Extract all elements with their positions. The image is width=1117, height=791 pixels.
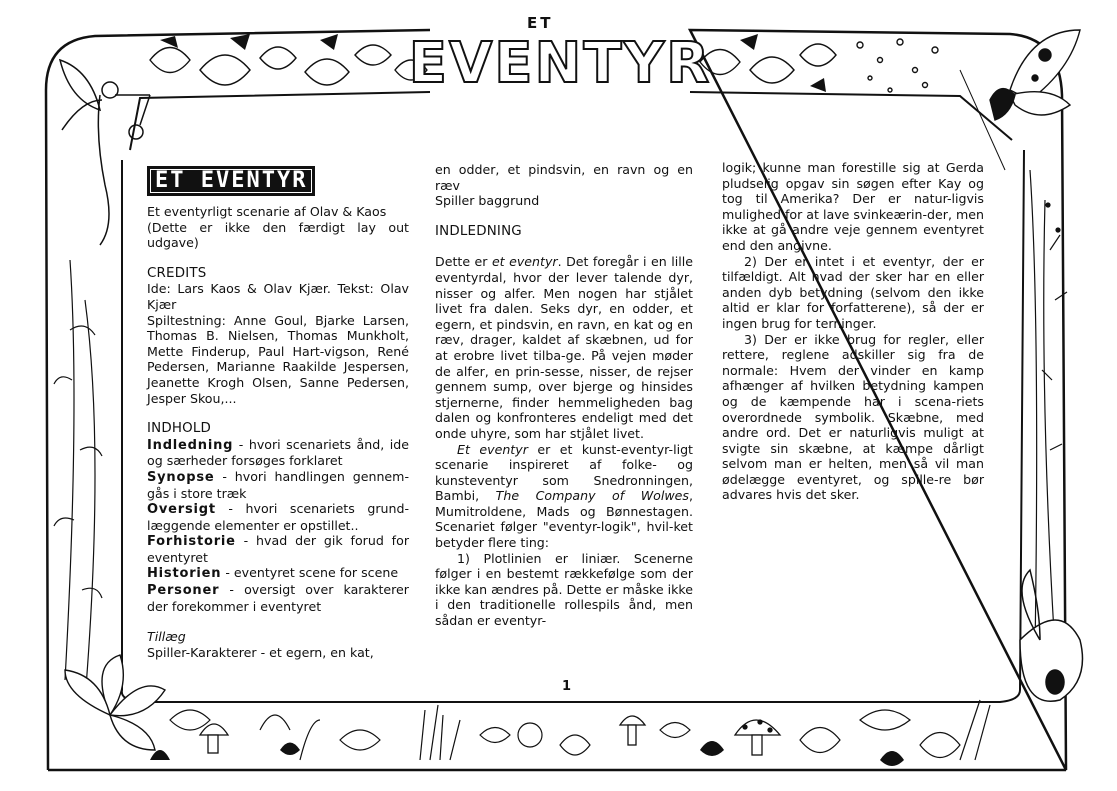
contents-desc: - hvad der gik forud for eventyret: [147, 533, 409, 565]
intro-heading: INDLEDNING: [435, 223, 522, 239]
credits-idea: Ide: Lars Kaos & Olav Kjær. Tekst: Olav Kjær: [147, 281, 409, 312]
contents-key: Historien: [147, 566, 222, 582]
text-run: er et kunst-eventyr-ligt scenarie inspireret af folke- og kunsteventyr som Snedronningen, Bambi,: [435, 441, 693, 504]
plant-border-left: [54, 260, 102, 700]
carryover-text: en odder, et pindsvin, en ravn og en ræv: [435, 162, 693, 193]
paragraph-3: 3) Der er ikke brug for regler, eller rettere, reglene adskiller sig fra de normale: Hvem der vinder en kamp afhænger af hvilken betydning kampen og de kæmpende har i scena-riets overordnede symbolik. Skæbne, med andre ord. Det er naturligvis muligt at svigte sin skæbne, at kæmpe dårligt selvom man er helten, men så vil man ødelægge eventyret, og spille-re bør advares hvis det sker.: [722, 331, 984, 503]
contents-key: Indledning: [147, 437, 234, 453]
document-title: ET EVENTYR: [147, 166, 315, 196]
intro-paragraph-3: 1) Plotlinien er liniær. Scenerne følger i en bestemt rækkefølge som der ikke kan ændres på. Dette er måske ikke i den traditionelle rollespils ånd, men sådan er eventyr-: [435, 550, 693, 629]
contents-key: Synopse: [147, 469, 215, 485]
credits-playtest: Spiltestning: Anne Goul, Bjarke Larsen, Thomas B. Nielsen, Thomas Munkholt, Mette Finderup, Paul Hart-vigson, René Pedersen, Marianne Raakilde Jespersen, Jeanette Krogh Olsen, Sanne Pedersen, Jesper Skou,...: [147, 312, 409, 406]
contents-item: [147, 582, 409, 614]
column-3: [722, 160, 984, 503]
top-mark: ET: [527, 14, 554, 32]
banner-title: [408, 30, 712, 96]
subtitle: Et eventyrligt scenarie af Olav & Kaos: [147, 204, 387, 219]
text-run: , Mumitroldene, Mads og Bønnestagen. Scenariet følger "eventyr-logik", hvil-ket betyder flere ting:: [435, 488, 694, 551]
contents-key: Oversigt: [147, 502, 216, 518]
contents-key: Personer: [147, 583, 220, 599]
contents-key: Forhistorie: [147, 534, 236, 550]
intro-paragraph-1: [435, 254, 693, 441]
contents-item: [147, 533, 409, 565]
contents-item: [147, 501, 409, 533]
appendix-text: Spiller-Karakterer - et egern, en kat,: [147, 644, 374, 660]
note: (Dette er ikke den færdigt lay out udgave): [147, 219, 409, 251]
text-run-italic: Et eventyr: [457, 441, 528, 457]
contents-desc: - hvori handlingen gennem-gås i store træk: [147, 468, 409, 501]
column-1: [147, 160, 409, 660]
contents-desc: - eventyret scene for scene: [221, 565, 399, 581]
intro-paragraph-2: [435, 442, 693, 551]
contents-desc: - hvori scenariets grund-læggende elementer er opstillet..: [147, 501, 409, 533]
carryover-text-2: Spiller baggrund: [435, 193, 540, 209]
fairy-illustration: [60, 60, 150, 245]
flower-illustration: [65, 655, 165, 750]
contents-item: [147, 469, 409, 501]
text-run: . Det foregår i en lille eventyrdal, hvor der lever talende dyr, nisser og alfer. Men nogen har stjålet livet fra dalen. Seks dyr, en odder, et egern, et pindsvin, en ravn, en kat og en ræv, drager, kaldet af skæbnen, ud for at erobre livet tilba-ge. På vejen møder de alfer, en prin-sesse, nisser, de rejser gennem sump, over bjerge og hinsides stjernerne, finder hemmeligheden bag dalen og konfronteres endeligt med det onde uhyre, som har stjålet livet.: [435, 254, 693, 441]
text-run-italic: et eventyr: [491, 254, 558, 270]
svg-text:EVENTYR: EVENTYR: [408, 31, 712, 96]
credits-heading: CREDITS: [147, 265, 207, 281]
contents-item: [147, 437, 409, 469]
contents-heading: INDHOLD: [147, 421, 212, 437]
text-run: Dette er: [435, 254, 492, 270]
paragraph-1: logik; kunne man forestille sig at Gerda pludselig opgav sin søgen efter Kay og tog til Amerika? Der er natur-ligvis mulighed for at lave svinkeærin-der, men ikke at gå andre veje gennem eventyret end den angivne.: [722, 160, 984, 253]
contents-item: [147, 565, 409, 582]
column-2: [435, 162, 693, 629]
page-number: 1: [562, 679, 572, 694]
contents-desc: - hvori scenariets ånd, ide og særheder forsøges forklaret: [147, 436, 409, 469]
grass-border-right: [1030, 170, 1067, 650]
paragraph-2: 2) Der er intet i et eventyr, der er tilfældigt. Alt hvad der sker har en eller anden dyb betydning (selvom den ikke altid er klar for forfatterene), så der er ingen brug for terninger.: [722, 253, 984, 331]
appendix-heading: Tillæg: [147, 629, 186, 645]
contents-list: [147, 437, 409, 615]
contents-desc: - oversigt over karakterer der forekommer i eventyret: [147, 582, 409, 614]
text-run-italic: The Company of Wolwes: [495, 488, 689, 504]
